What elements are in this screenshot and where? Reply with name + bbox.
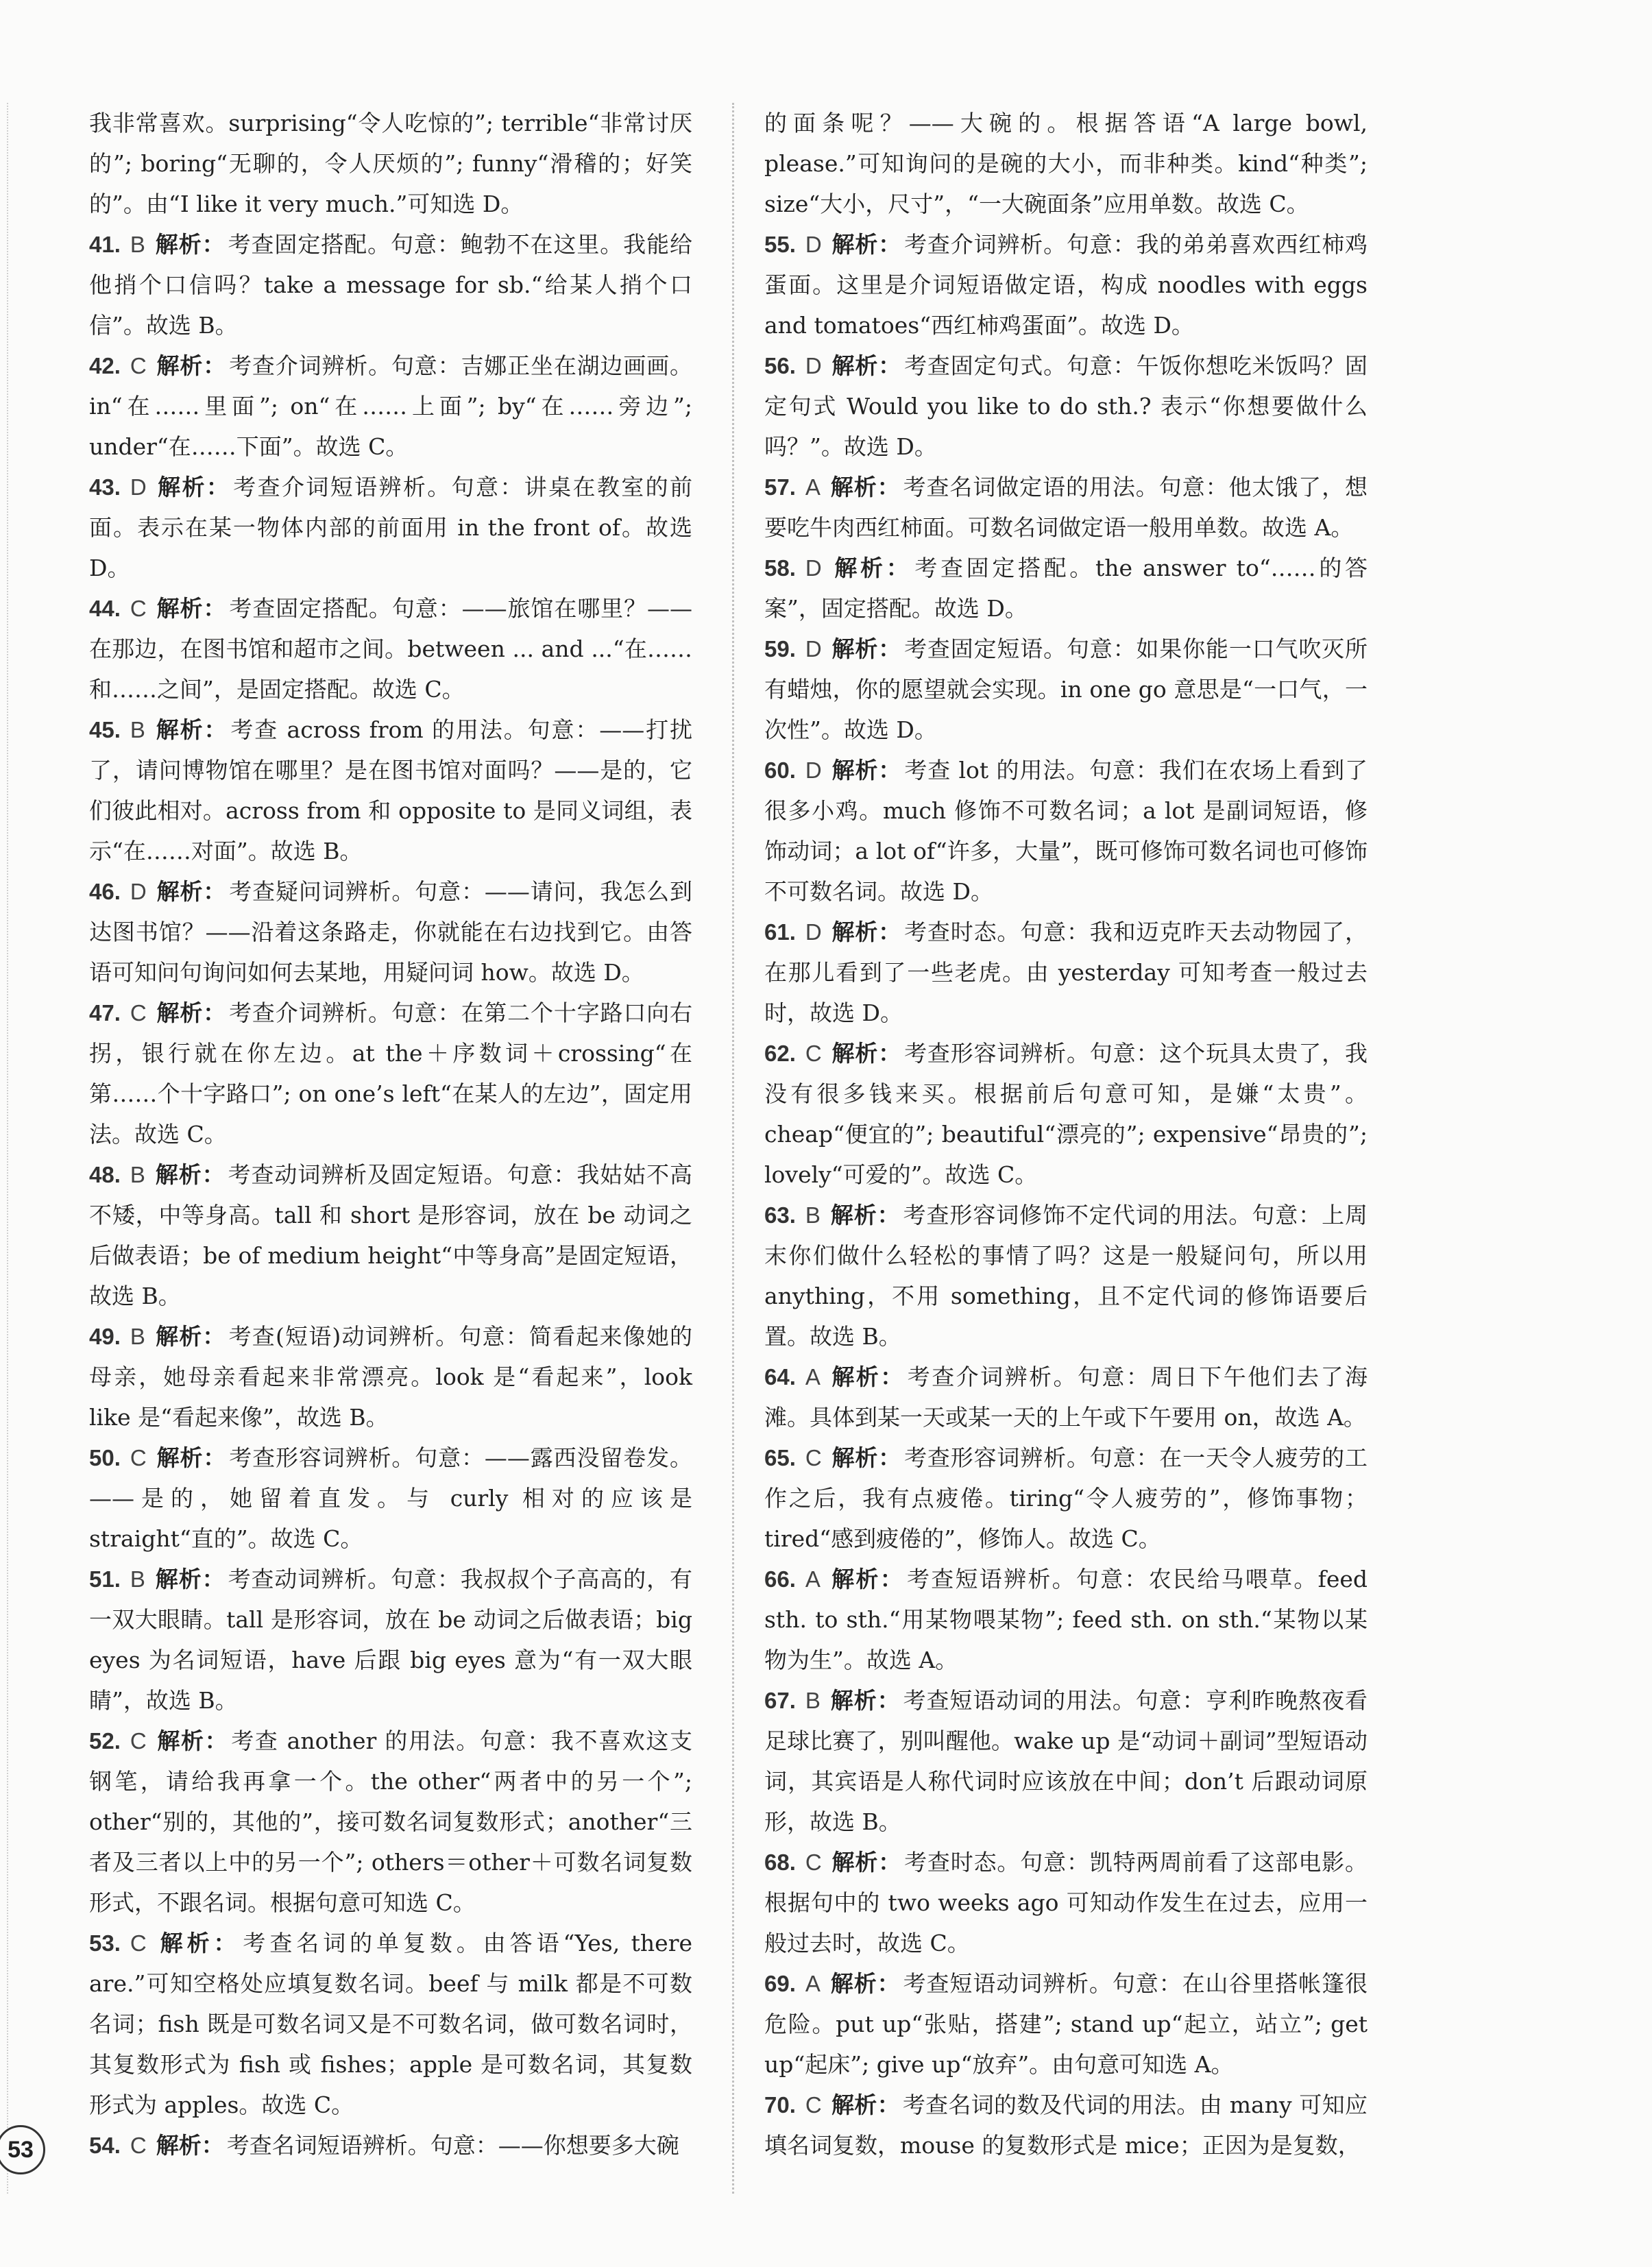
explanation-text: 考查介词辨析。句意：在第二个十字路口向右拐，银行就在你左边。at the＋序数词＋crossing“在第……个十字路口”; on one’s left“在某人的左边”，固定用法。故选 C。 xyxy=(89,999,693,1148)
explanation-label: 解析： xyxy=(831,635,902,662)
answer-letter: C xyxy=(130,1728,147,1754)
explanation-text: 考查形容词辨析。句意：这个玩具太贵了，我没有很多钱来买。根据前后句意可知，是嫌“太贵”。cheap“便宜的”; beautiful“漂亮的”; expensive“昂贵的”; lovely“可爱的”。故选 C。 xyxy=(764,1040,1368,1188)
answer-letter: B xyxy=(130,1324,145,1349)
answer-letter: A xyxy=(805,1364,821,1390)
explanation-text: 考查名词做定语的用法。句意：他太饿了，想要吃牛肉西红柿面。可数名词做定语一般用单数。故选 A。 xyxy=(764,474,1368,541)
answer-letter: B xyxy=(130,232,145,257)
answer-letter: B xyxy=(805,1202,821,1228)
answer-entry xyxy=(89,993,692,1154)
question-number: 53. xyxy=(89,1930,121,1956)
question-number: 52. xyxy=(89,1728,121,1754)
explanation-text: 考查固定短语。句意：如果你能一口气吹灭所有蜡烛，你的愿望就会实现。in one go 意思是“一口气，一次性”。故选 D。 xyxy=(764,635,1368,743)
explanation-label: 解析： xyxy=(156,1727,229,1754)
answer-entry xyxy=(764,1842,1368,1963)
answer-entry xyxy=(764,1033,1368,1195)
answer-letter: C xyxy=(805,1850,822,1875)
explanation-label: 解析： xyxy=(154,231,226,258)
explanation-text: 考查动词辨析。句意：我叔叔个子高高的，有一双大眼睛。tall 是形容词，放在 be 动词之后做表语；big eyes 为名词短语，have 后跟 big eyes 意为“有一双大眼睛”，故选 B。 xyxy=(89,1566,693,1714)
question-number: 50. xyxy=(89,1445,121,1470)
explanation-label: 解析： xyxy=(156,474,231,500)
explanation-label: 解析： xyxy=(156,2132,224,2159)
explanation-label: 解析： xyxy=(829,1687,901,1714)
answer-letter: A xyxy=(805,1971,821,1996)
answer-entry xyxy=(764,750,1368,912)
answer-entry xyxy=(764,629,1368,750)
answer-entry xyxy=(89,345,692,467)
answer-entry xyxy=(764,1680,1368,1842)
answer-entry xyxy=(764,467,1368,548)
answer-letter: D xyxy=(130,474,147,500)
explanation-label: 解析： xyxy=(156,595,227,622)
answer-entry xyxy=(764,1195,1368,1357)
explanation-text: 考查介词辨析。句意：周日下午他们去了海滩。具体到某一天或某一天的上午或下午要用 on，故选 A。 xyxy=(764,1363,1368,1431)
explanation-label: 解析： xyxy=(829,1202,901,1228)
answer-letter: C xyxy=(130,1000,147,1026)
explanation-label: 解析： xyxy=(156,1444,227,1471)
explanation-label: 解析： xyxy=(154,1323,226,1350)
explanation-label: 解析： xyxy=(831,757,902,784)
explanation-text: 考查 another 的用法。句意：我不喜欢这支钢笔，请给我再拿一个。the other“两者中的另一个”; other“别的，其他的”，接可数名词复数形式；another“三者及三者以上中的另一个”; others＝other＋可数名词复数形式，不跟名词。根据句意可知选 C。 xyxy=(89,1727,693,1916)
answer-letter: D xyxy=(805,353,822,378)
explanation-text: 考查固定搭配。句意：鲍勃不在这里。我能给他捎个口信吗？take a message for sb.“给某人捎个口信”。故选 B。 xyxy=(89,231,693,339)
explanation-text: 考查形容词修饰不定代词的用法。句意：上周末你们做什么轻松的事情了吗？这是一般疑问句，所以用 anything，不用 something，且不定代词的修饰语要后置。故选 B。 xyxy=(764,1202,1368,1350)
answer-entry xyxy=(764,1963,1368,2085)
answer-letter: C xyxy=(130,1930,147,1956)
answer-letter: B xyxy=(130,1566,145,1592)
answer-letter: C xyxy=(805,1041,822,1066)
explanation-label: 解析： xyxy=(156,352,227,379)
explanation-text: 考查固定句式。句意：午饭你想吃米饭吗？固定句式 Would you like to do sth.? 表示“你想要做什么吗？”。故选 D。 xyxy=(764,352,1368,460)
explanation-text: 考查名词的数及代词的用法。由 many 可知应填名词复数，mouse 的复数形式是 mice；正因为是复数， xyxy=(764,2092,1368,2159)
answer-letter: C xyxy=(130,2133,147,2158)
explanation-text: 考查固定搭配。句意：——旅馆在哪里？——在那边，在图书馆和超市之间。between ... and ...“在……和……之间”，是固定搭配。故选 C。 xyxy=(89,595,693,703)
explanation-label: 解析： xyxy=(156,1930,241,1956)
answer-letter: C xyxy=(130,596,147,621)
answer-entry xyxy=(89,871,692,993)
question-number: 41. xyxy=(89,232,121,257)
explanation-text: 考查短语动词的用法。句意：亨利昨晚熬夜看足球比赛了，别叫醒他。wake up 是“动词＋副词”型短语动词，其宾语是人称代词时应该放在中间；don’t 后跟动词原形，故选 B。 xyxy=(764,1687,1368,1835)
question-number: 51. xyxy=(89,1566,121,1592)
explanation-label: 解析： xyxy=(831,1849,902,1876)
column-divider xyxy=(732,103,734,2194)
explanation-label: 解析： xyxy=(829,1566,904,1592)
margin-rule xyxy=(7,103,8,2194)
explanation-label: 解析： xyxy=(829,1970,901,1997)
explanation-label: 解析： xyxy=(831,919,902,945)
answer-entry xyxy=(89,224,692,345)
answer-letter: C xyxy=(130,353,147,378)
answer-letter: D xyxy=(130,879,147,904)
explanation-label: 解析： xyxy=(829,1363,905,1390)
answer-entry xyxy=(89,1316,692,1438)
answer-entry xyxy=(764,1559,1368,1680)
explanation-text: 考查 across from 的用法。句意：——打扰了，请问博物馆在哪里？是在图书馆对面吗？——是的，它们彼此相对。across from 和 opposite to 是同义词组，表示“在……对面”。故选 B。 xyxy=(89,716,692,864)
question-number: 45. xyxy=(89,717,121,742)
explanation-text: 的面条呢？——大碗的。根据答语“A large bowl, please.”可知询问的是碗的大小，而非种类。kind“种类”; size“大小，尺寸”，“一大碗面条”应用单数。故选 C。 xyxy=(764,110,1368,217)
answer-letter: B xyxy=(130,717,145,742)
explanation-text: 考查(短语)动词辨析。句意：简看起来像她的母亲，她母亲看起来非常漂亮。look 是“看起来”，look like 是“看起来像”，故选 B。 xyxy=(89,1323,693,1431)
question-number: 69. xyxy=(764,1971,796,1996)
answer-letter: D xyxy=(805,636,822,662)
explanation-text: 考查动词辨析及固定短语。句意：我姑姑不高不矮，中等身高。tall 和 short 是形容词，放在 be 动词之后做表语；be of medium height“中等身高”是固定短语，故选 B。 xyxy=(89,1161,693,1309)
left-column xyxy=(89,103,692,2166)
answer-entry xyxy=(89,103,692,224)
explanation-text: 考查短语动词辨析。句意：在山谷里搭帐篷很危险。put up“张贴，搭建”; stand up“起立，站立”; get up“起床”; give up“放弃”。由句意可知选 A。 xyxy=(764,1970,1368,2078)
explanation-text: 考查时态。句意：我和迈克昨天去动物园了，在那儿看到了一些老虎。由 yesterday 可知考查一般过去时，故选 D。 xyxy=(764,919,1368,1026)
question-number: 46. xyxy=(89,879,121,904)
explanation-text: 考查疑问词辨析。句意：——请问，我怎么到达图书馆？——沿着这条路走，你就能在右边找到它。由答语可知问句询问如何去某地，用疑问词 how。故选 D。 xyxy=(89,878,693,986)
question-number: 59. xyxy=(764,636,796,662)
explanation-text: 考查形容词辨析。句意：在一天令人疲劳的工作之后，我有点疲倦。tiring“令人疲劳的”，修饰事物；tired“感到疲倦的”，修饰人。故选 C。 xyxy=(764,1444,1368,1552)
explanation-text: 考查时态。句意：凯特两周前看了这部电影。根据句中的 two weeks ago 可知动作发生在过去，应用一般过去时，故选 C。 xyxy=(764,1849,1368,1956)
question-number: 54. xyxy=(89,2133,121,2158)
answer-letter: D xyxy=(805,757,822,783)
question-number: 62. xyxy=(764,1041,796,1066)
explanation-text: 考查固定搭配。the answer to“……的答案”，固定搭配。故选 D。 xyxy=(764,555,1368,622)
explanation-text: 考查介词短语辨析。句意：讲桌在教室的前面。表示在某一物体内部的前面用 in the front of。故选 D。 xyxy=(89,474,693,581)
answer-entry xyxy=(764,1357,1368,1438)
explanation-label: 解析： xyxy=(154,716,228,743)
answer-entry xyxy=(764,548,1368,629)
explanation-text: 考查形容词辨析。句意：——露西没留卷发。——是的，她留着直发。与 curly 相对的应该是 straight“直的”。故选 C。 xyxy=(89,1444,693,1552)
explanation-text: 考查介词辨析。句意：吉娜正坐在湖边画画。in“在……里面”; on“在……上面”; by“在……旁边”; under“在……下面”。故选 C。 xyxy=(89,352,693,460)
question-number: 43. xyxy=(89,474,121,500)
answer-letter: B xyxy=(805,1688,821,1713)
answer-letter: B xyxy=(130,1162,145,1187)
explanation-label: 解析： xyxy=(829,474,901,500)
answer-entry xyxy=(89,1923,692,2125)
answer-entry xyxy=(764,103,1368,224)
answer-letter: D xyxy=(805,555,822,581)
right-column xyxy=(764,103,1368,2166)
question-number: 66. xyxy=(764,1566,796,1592)
question-number: 55. xyxy=(764,232,796,257)
explanation-label: 解析： xyxy=(831,352,902,379)
explanation-text: 考查名词的单复数。由答语“Yes, there are.”可知空格处应填复数名词。beef 与 milk 都是不可数名词；fish 既是可数名词又是不可数名词，做可数名词时，其复数形式为 fish 或 fishes；apple 是可数名词，其复数形式为 apples。故选 C。 xyxy=(89,1930,692,2118)
explanation-label: 解析： xyxy=(831,2092,900,2118)
explanation-label: 解析： xyxy=(156,878,227,905)
explanation-text: 考查短语辨析。句意：农民给马喂草。feed sth. to sth.“用某物喂某物”; feed sth. on sth.“某物以某物为生”。故选 A。 xyxy=(764,1566,1368,1673)
answer-entry xyxy=(89,1559,692,1721)
question-number: 65. xyxy=(764,1445,796,1470)
answer-entry xyxy=(764,345,1368,467)
answer-letter: C xyxy=(805,2092,822,2118)
explanation-label: 解析： xyxy=(154,1161,226,1188)
question-number: 49. xyxy=(89,1324,121,1349)
explanation-label: 解析： xyxy=(831,1040,902,1067)
question-number: 60. xyxy=(764,757,796,783)
answer-entry xyxy=(89,2125,692,2166)
question-number: 61. xyxy=(764,919,796,945)
answer-letter: D xyxy=(805,919,822,945)
page-number-badge: 53 xyxy=(0,2125,45,2174)
question-number: 47. xyxy=(89,1000,121,1026)
answer-entry xyxy=(764,1438,1368,1559)
question-number: 64. xyxy=(764,1364,796,1390)
question-number: 57. xyxy=(764,474,796,500)
answer-entry xyxy=(89,710,692,871)
explanation-text: 考查介词辨析。句意：我的弟弟喜欢西红柿鸡蛋面。这里是介词短语做定语，构成 noodles with eggs and tomatoes“西红柿鸡蛋面”。故选 D。 xyxy=(764,231,1368,339)
explanation-label: 解析： xyxy=(831,1444,902,1471)
question-number: 44. xyxy=(89,596,121,621)
answer-entry xyxy=(764,912,1368,1033)
explanation-text: 我非常喜欢。surprising“令人吃惊的”; terrible“非常讨厌的”; boring“无聊的，令人厌烦的”; funny“滑稽的；好笑的”。由“I like it very much.”可知选 D。 xyxy=(89,110,692,217)
question-number: 63. xyxy=(764,1202,796,1228)
answer-entry xyxy=(764,224,1368,345)
question-number: 56. xyxy=(764,353,796,378)
question-number: 48. xyxy=(89,1162,121,1187)
explanation-label: 解析： xyxy=(831,231,902,258)
answer-letter: A xyxy=(805,474,821,500)
answer-entry xyxy=(89,1721,692,1923)
explanation-text: 考查 lot 的用法。句意：我们在农场上看到了很多小鸡。much 修饰不可数名词；a lot 是副词短语，修饰动词；a lot of“许多，大量”，既可修饰可数名词也可修饰不可数名词。故选 D。 xyxy=(764,757,1368,905)
explanation-text: 考查名词短语辨析。句意：——你想要多大碗 xyxy=(226,2132,679,2159)
explanation-label: 解析： xyxy=(831,555,912,581)
answer-entry xyxy=(89,588,692,710)
answer-entry xyxy=(89,1154,692,1316)
question-number: 70. xyxy=(764,2092,796,2118)
explanation-label: 解析： xyxy=(154,1566,226,1592)
answer-letter: C xyxy=(130,1445,147,1470)
answer-entry xyxy=(89,1438,692,1559)
answer-entry xyxy=(89,467,692,588)
question-number: 58. xyxy=(764,555,796,581)
answer-entry xyxy=(764,2085,1368,2166)
question-number: 67. xyxy=(764,1688,796,1713)
question-number: 68. xyxy=(764,1850,796,1875)
explanation-label: 解析： xyxy=(156,999,227,1026)
answer-letter: A xyxy=(805,1566,821,1592)
question-number: 42. xyxy=(89,353,121,378)
answer-letter: C xyxy=(805,1445,822,1470)
answer-letter: D xyxy=(805,232,822,257)
